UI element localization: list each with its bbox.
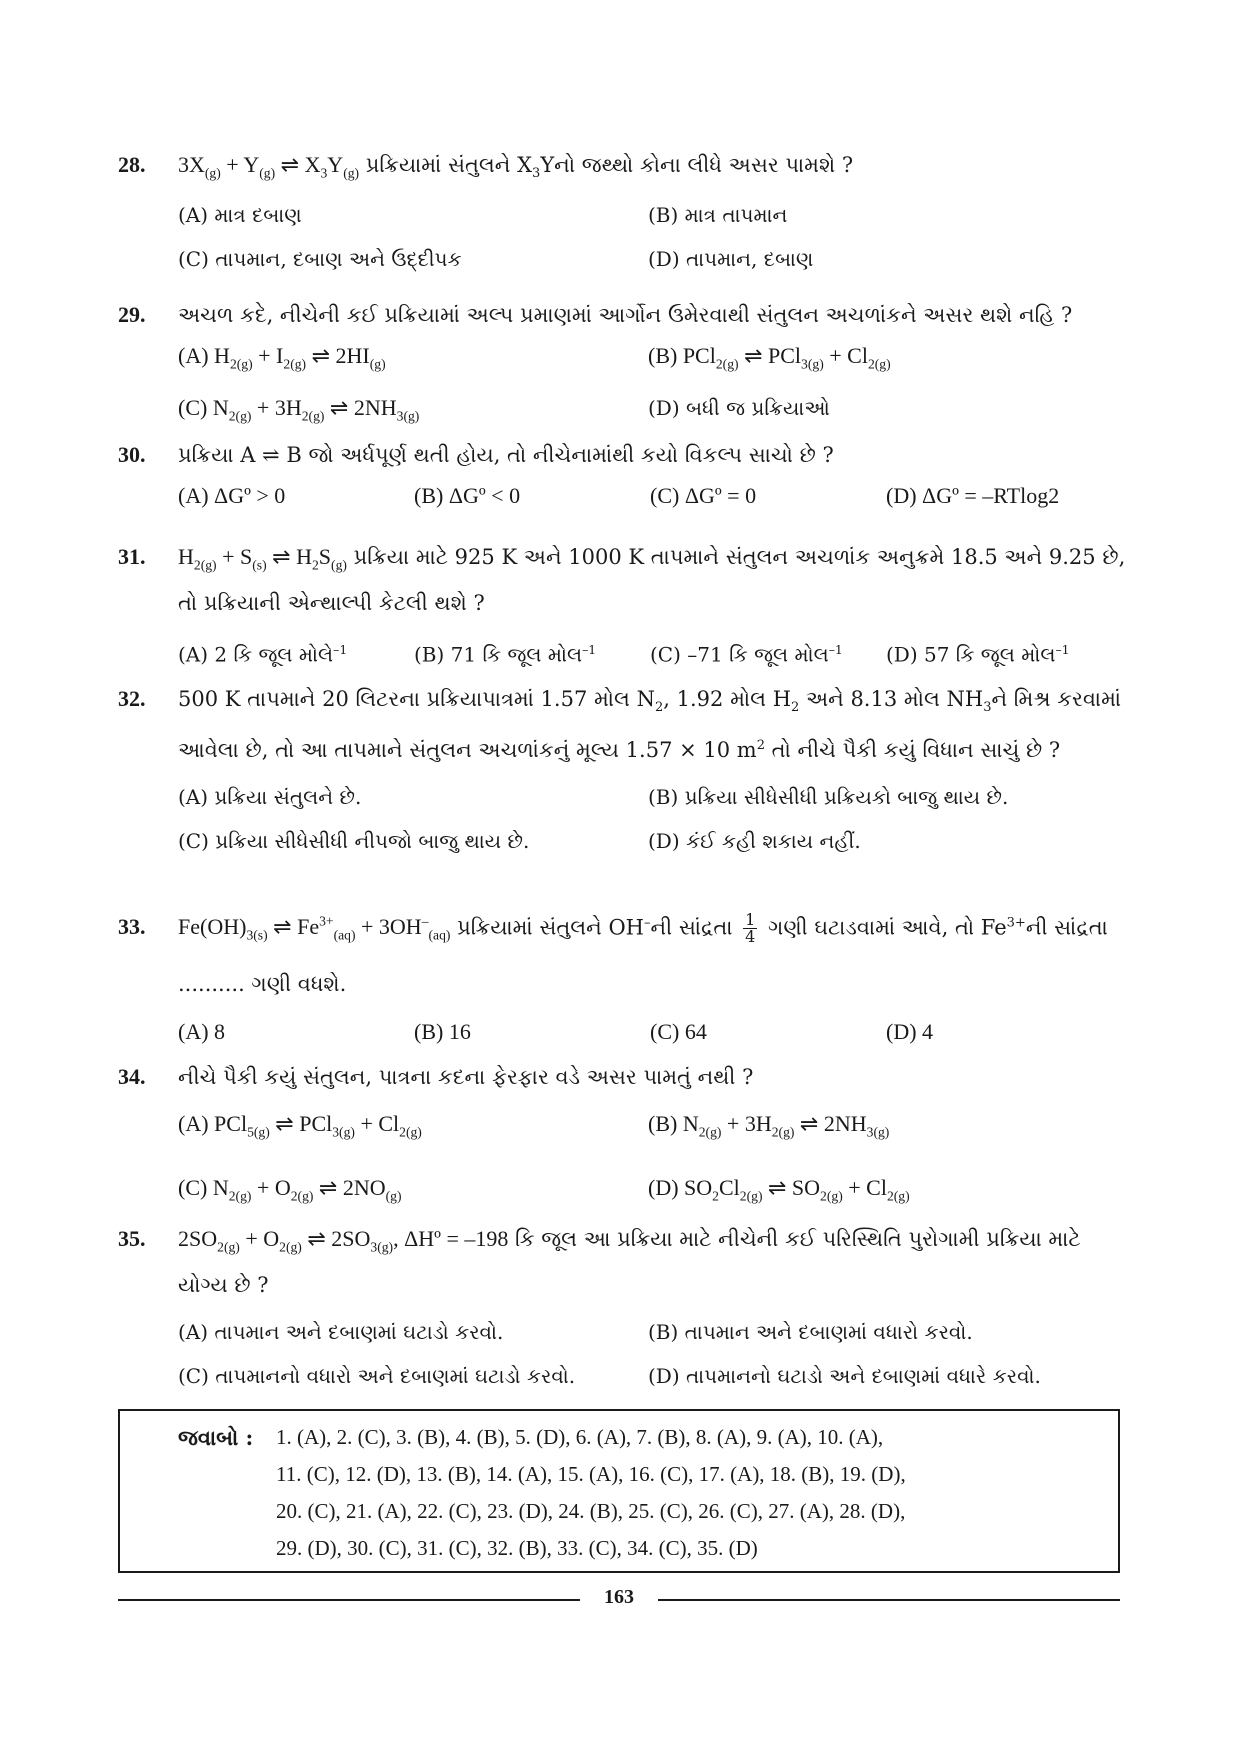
question-number: 29. <box>118 302 146 327</box>
fraction-one-quarter: $\frac{1}{4}$ <box>745 910 756 947</box>
option-b: (B) $N_{2(g)} + 3H_{2(g)}$ ⇌ $2NH_{3(g)}$ <box>648 1111 890 1140</box>
question-32 <box>118 680 1128 863</box>
option-a: (A) માત્ર દબાણ <box>178 203 302 228</box>
question-text: અચળ કદે, નીચેની કઈ પ્રક્રિયામાં અલ્પ પ્રમાણમાં આર્ગોન ઉમેરવાથી સંતુલન અચળાંકને અસર થશે નહિ ? <box>178 303 1073 327</box>
option-c: (C) તાપમાનનો વધારો અને દબાણમાં ઘટાડો કરવો. <box>178 1364 576 1389</box>
option-b: (B) પ્રક્રિયા સીધેસીધી પ્રક્રિયકો બાજુ થાય છે. <box>648 785 1009 810</box>
question-number: 28. <box>118 152 146 177</box>
question-text: 500 K તાપમાને 20 લિટરના પ્રક્રિયાપાત્રમાં 1.57 મોલ $N_2$, 1.92 મોલ $H_2$ અને 8.13 મોલ $NH_3ને$ મિશ્ર કરવામાં આવેલા છે, તો આ તાપમાને સંતુલન અચળાંકનું મૂલ્ય 1.57 × 10 $m^2$ તો નીચે પૈકી કયું વિધાન સાચું છે ? <box>178 687 1122 763</box>
option-a: (A) 2 કિ જૂલ મોલે$^{-1}$ <box>178 642 348 668</box>
answer-line: 20. (C), 21. (A), 22. (C), 23. (D), 24. (B), 25. (C), 26. (C), 27. (A), 28. (D), <box>276 1499 906 1523</box>
option-d: (D) 57 કિ જૂલ મોલ$^{-1}$ <box>886 642 1070 668</box>
option-a: (A) તાપમાન અને દબાણમાં ઘટાડો કરવો. <box>178 1320 504 1345</box>
option-d: (D) તાપમાન, દબાણ <box>648 247 814 272</box>
option-b: (B) 16 <box>414 1018 471 1044</box>
option-d: (D) તાપમાનનો ઘટાડો અને દબાણમાં વધારે કરવો. <box>648 1364 1041 1389</box>
question-28 <box>118 146 1128 281</box>
option-c: (C) 64 <box>650 1018 707 1044</box>
page-number: 163 <box>604 1586 634 1608</box>
answer-key-label: જવાબો : <box>178 1425 254 1450</box>
question-number: 35. <box>118 1226 146 1251</box>
option-a: (A) 8 <box>178 1018 226 1044</box>
option-b: (B) તાપમાન અને દબાણમાં વધારો કરવો. <box>648 1320 973 1345</box>
question-text: $Fe(OH)_{3(s)}$ ⇌ $Fe^{3+}_{(aq)} + 3OH^-_{(aq)}$ પ્રક્રિયામાં સંતુલને OH–ની સાંદ્રતા $\frac{1}{4}$ ગણી ઘટાડવામાં આવે, તો $Fe^{3+}ની$ સાંદ્રતા .......... ગણી વધશે. <box>178 910 1108 996</box>
option-c: (C) પ્રક્રિયા સીધેસીધી નીપજો બાજુ થાય છે. <box>178 829 530 854</box>
question-text: $3X_{(g)} + Y_{(g)}$ ⇌ $X_3Y_{(g)}$ પ્રક્રિયામાં સંતુલને $X_3Yનો$ જથ્થો કોના લીધે અસર પામશે ? <box>178 152 854 182</box>
option-a: (A) ΔGº > 0 <box>178 483 286 508</box>
footer-rule-left <box>118 1599 580 1601</box>
answer-line: 1. (A), 2. (C), 3. (B), 4. (B), 5. (D), 6. (A), 7. (B), 8. (A), 9. (A), 10. (A), <box>276 1425 884 1449</box>
option-b: (B) ΔGº < 0 <box>414 483 521 508</box>
question-33 <box>118 898 1128 1054</box>
question-number: 31. <box>118 544 146 569</box>
option-a: (A) $H_{2(g)} + I_{2(g)}$ ⇌ $2HI_{(g)}$ <box>178 343 386 372</box>
option-c: (C) $N_{2(g)} + 3H_{2(g)}$ ⇌ $2NH_{3(g)}$ <box>178 395 420 424</box>
answer-line: 11. (C), 12. (D), 13. (B), 14. (A), 15. (A), 16. (C), 17. (A), 18. (B), 19. (D), <box>276 1462 906 1486</box>
answer-key-box <box>118 1409 1120 1573</box>
option-a: (A) PCl$_{5(g)}$ ⇌ $PCl_{3(g)} + Cl_{2(g)}$ <box>178 1111 422 1140</box>
option-b: (B) 71 કિ જૂલ મોલ$^{-1}$ <box>414 642 597 668</box>
question-number: 32. <box>118 686 146 711</box>
option-d: (D) કંઈ કહી શકાય નહીં. <box>648 829 861 854</box>
answer-line: 29. (D), 30. (C), 31. (C), 32. (B), 33. (C), 34. (C), 35. (D) <box>276 1536 758 1560</box>
option-d: (D) બધી જ પ્રક્રિયાઓ <box>648 396 830 421</box>
footer-rule-right <box>658 1599 1120 1601</box>
question-34 <box>118 1058 1128 1225</box>
question-number: 34. <box>118 1064 146 1089</box>
option-b: (B) માત્ર તાપમાન <box>648 203 788 228</box>
question-text: નીચે પૈકી કયું સંતુલન, પાત્રના કદના ફેરફાર વડે અસર પામતું નથી ? <box>178 1065 754 1089</box>
option-c: (C) ΔGº = 0 <box>650 483 757 508</box>
question-35 <box>118 1220 1128 1398</box>
question-30 <box>118 436 1128 518</box>
option-d: (D) ΔGº = –RTlog2 <box>886 483 1060 508</box>
question-text: $H_{2(g)} + S_{(s)}$ ⇌ $H_2S_{(g)}$ પ્રક્રિયા માટે 925 K અને 1000 K તાપમાને સંતુલન અચળાંક અનુક્રમે 18.5 અને 9.25 છે, તો પ્રક્રિયાની એન્થાલ્પી કેટલી થશે ? <box>178 544 1126 616</box>
option-d: (D) $SO_2Cl_{2(g)}$ ⇌ $SO_{2(g)} + Cl_{2(g)}$ <box>648 1175 910 1204</box>
option-c: (C) –71 કિ જૂલ મોલ$^{-1}$ <box>650 642 843 668</box>
option-a: (A) પ્રક્રિયા સંતુલને છે. <box>178 785 362 810</box>
question-number: 33. <box>118 914 146 940</box>
page-footer <box>118 1588 1120 1612</box>
question-text: પ્રક્રિયા A ⇌ B જો અર્ધપૂર્ણ થતી હોય, તો નીચેનામાંથી કયો વિકલ્પ સાચો છે ? <box>178 443 834 467</box>
option-c: (C) $N_{2(g)} + O_{2(g)}$ ⇌ $2NO_{(g)}$ <box>178 1175 402 1204</box>
option-c: (C) તાપમાન, દબાણ અને ઉદ્દીપક <box>178 247 462 272</box>
question-text: $2SO_{2(g)} + O_{2(g)}$ ⇌ $2SO_{3(g)}$, ΔHº = –198 કિ જૂલ આ પ્રક્રિયા માટે નીચેની કઈ પરિસ્થિતિ પુરોગામી પ્રક્રિયા માટે યોગ્ય છે ? <box>178 1226 1081 1298</box>
option-d: (D) 4 <box>886 1018 934 1044</box>
question-29 <box>118 296 1128 439</box>
question-number: 30. <box>118 442 146 467</box>
answer-key-lines <box>276 1419 1118 1567</box>
option-b: (B) PCl$_{2(g)}$ ⇌ $PCl_{3(g)} + Cl_{2(g)}$ <box>648 343 891 372</box>
question-31 <box>118 538 1128 677</box>
